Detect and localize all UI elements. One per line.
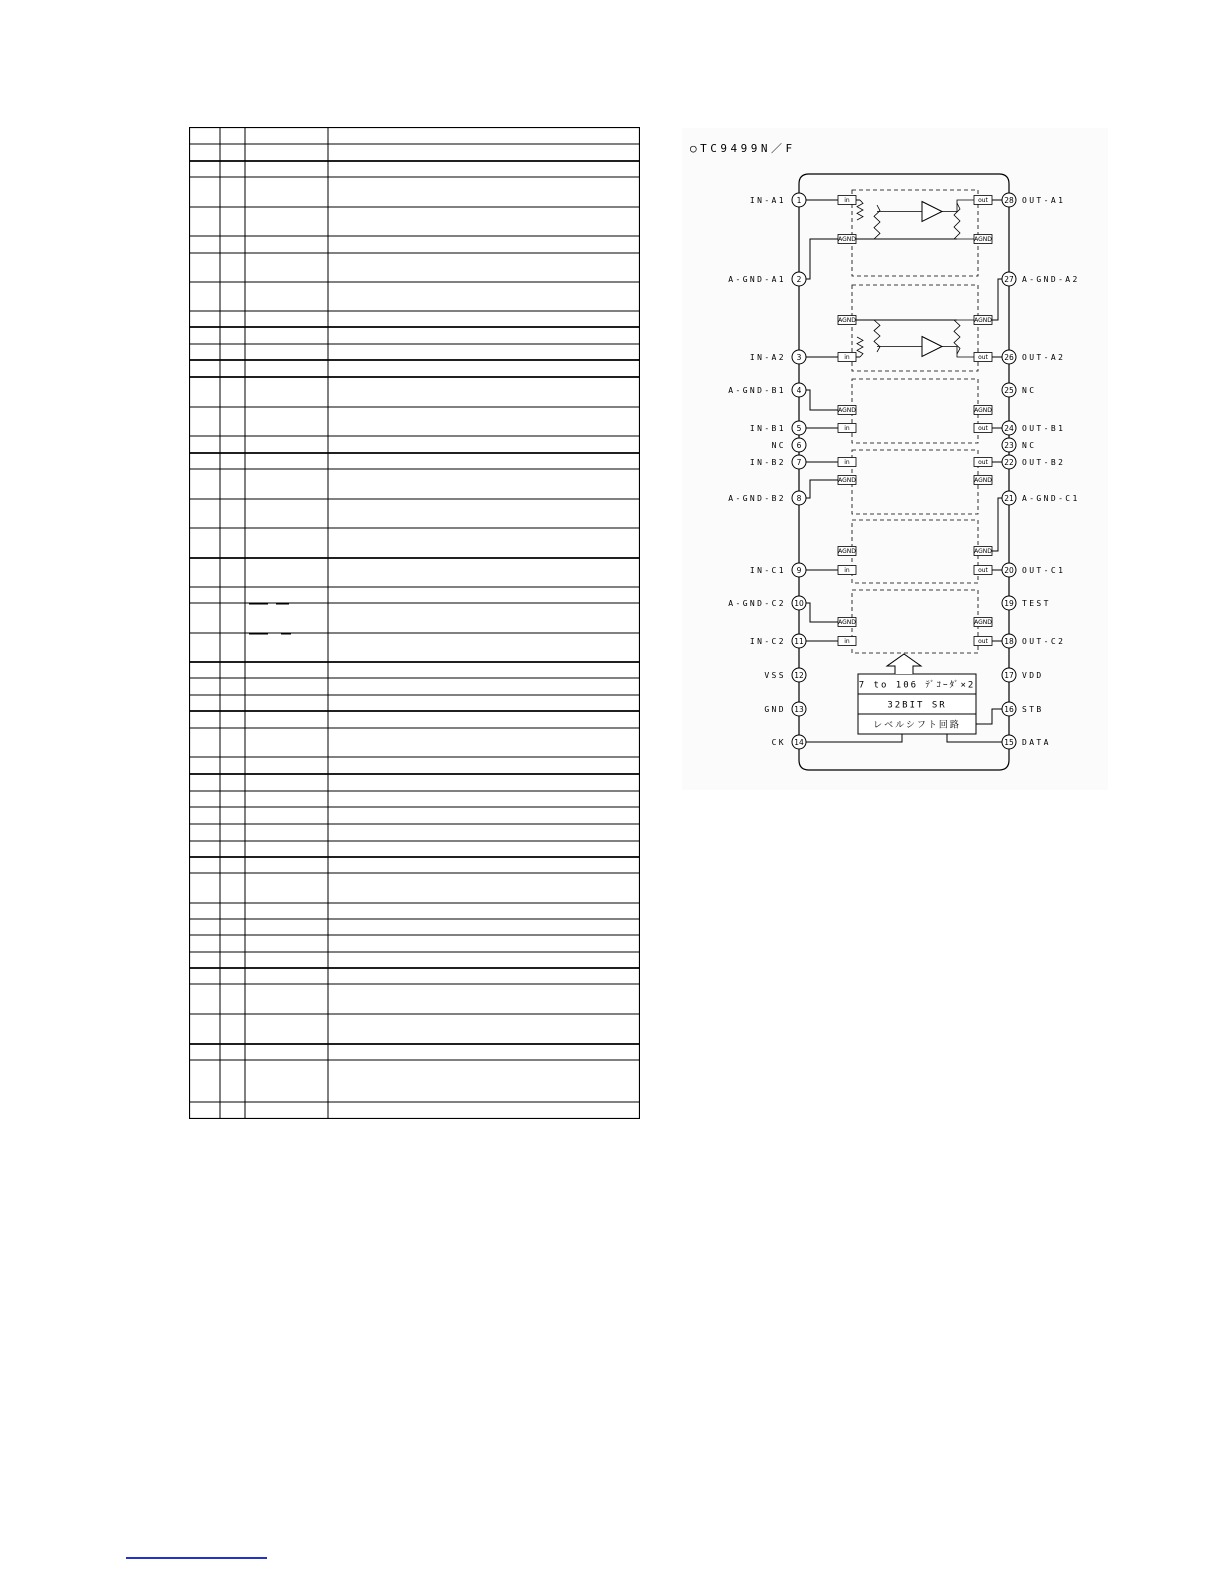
agnd-wire-c1 [992,498,1002,551]
bus-arrow-icon [887,654,921,674]
pin-number: 10 [794,598,804,608]
agnd-right-label: AGND [974,619,992,627]
agnd-wire-b2 [806,480,838,498]
pin-number: 6 [796,440,802,450]
pin-number: 15 [1004,737,1014,747]
pin-label: OUT-C1 [1022,566,1066,575]
channel-block [852,379,978,443]
agnd-right-label: AGND [974,477,992,485]
pin-label: A-GND-A1 [728,275,786,284]
pin-number: 19 [1004,598,1014,608]
channel-block [852,285,978,371]
pin-label: A-GND-C2 [728,599,786,608]
pin-number: 16 [1004,704,1014,714]
pin-label: GND [764,705,786,714]
in-label: in [844,354,850,362]
agnd-left-label: AGND [838,407,856,415]
pin-label: VSS [764,671,786,680]
agnd-left-label: AGND [838,236,856,244]
stb-wire [976,709,1002,724]
pin-number: 9 [796,565,802,575]
pin-number: 2 [796,274,802,284]
out-label: out [978,567,988,575]
pin-label: NC [1022,386,1037,395]
agnd-right-label: AGND [974,317,992,325]
ic-block-diagram [682,128,1108,790]
out-label: out [978,459,988,467]
pin-label: IN-A2 [749,353,786,362]
table-border [190,128,640,1119]
pin-label: OUT-A1 [1022,196,1066,205]
pin-number: 20 [1004,565,1014,575]
channel-block [852,590,978,653]
channel-block [852,520,978,583]
pin-label: OUT-B2 [1022,458,1066,467]
pin-number: 11 [794,636,804,646]
pin-number: 21 [1004,493,1014,503]
pin-label: DATA [1022,738,1051,747]
pin-label: IN-C1 [749,566,786,575]
agnd-left-label: AGND [838,317,856,325]
agnd-left-label: AGND [838,548,856,556]
out-label: out [978,354,988,362]
pin-number: 8 [796,493,802,503]
pin-number: 3 [796,352,802,362]
pin-label: A-GND-A2 [1022,275,1080,284]
resistor-icon [874,205,880,239]
pin-number: 1 [796,195,802,205]
pin-label: STB [1022,705,1044,714]
in-label: in [844,459,850,467]
pin-number: 23 [1004,440,1014,450]
channel-block [852,450,978,514]
footer-link-underline[interactable] [126,1557,267,1559]
pin-label: OUT-C2 [1022,637,1066,646]
pin-label: CK [771,738,786,747]
pin-number: 4 [796,385,802,395]
pin-label: NC [771,441,786,450]
pin-number: 5 [796,423,802,433]
in-label: in [844,567,850,575]
channel-block [852,190,978,276]
in-label: in [844,197,850,205]
in-label: in [844,425,850,433]
pin-number: 27 [1004,274,1014,284]
pin-number: 24 [1004,423,1014,433]
logic-block-label: 32BIT SR [887,700,947,711]
op-amp-icon [922,337,942,357]
agnd-right-label: AGND [974,407,992,415]
out-label: out [978,425,988,433]
pin-label: VDD [1022,671,1044,680]
pin-label: A-GND-B2 [728,494,786,503]
ck-wire [806,734,902,742]
logic-block-label: 7 to 106 ﾃﾞｺｰﾀﾞ×2 [858,680,976,691]
pin-label: IN-C2 [749,637,786,646]
pin-label: IN-B1 [749,424,786,433]
pin-number: 17 [1004,670,1014,680]
out-label: out [978,197,988,205]
resistor-icon [857,200,863,220]
pin-description-table [189,127,640,1119]
pin-label: OUT-A2 [1022,353,1066,362]
pin-number: 12 [794,670,804,680]
pin-number: 13 [794,704,804,714]
pin-number: 28 [1004,195,1014,205]
agnd-left-label: AGND [838,477,856,485]
pin-number: 25 [1004,385,1014,395]
agnd-left-label: AGND [838,619,856,627]
agnd-wire-a1 [806,239,838,279]
agnd-wire-a2 [992,279,1002,320]
pin-number: 7 [796,457,802,467]
pin-label: IN-A1 [749,196,786,205]
pin-number: 18 [1004,636,1014,646]
agnd-wire-c2 [806,603,838,622]
data-wire [947,734,1002,742]
pin-label: NC [1022,441,1037,450]
pin-number: 22 [1004,457,1014,467]
agnd-wire-b1 [806,390,838,410]
pin-number: 26 [1004,352,1014,362]
pin-label: IN-B2 [749,458,786,467]
in-label: in [844,638,850,646]
resistor-icon [874,320,880,352]
logic-block-label: レベルシフト回路 [873,720,961,731]
table-grid [189,127,640,1119]
pin-label: A-GND-C1 [1022,494,1080,503]
out-label: out [978,638,988,646]
op-amp-icon [922,202,942,222]
resistor-icon [857,337,863,357]
pin-number: 14 [794,737,804,747]
agnd-right-label: AGND [974,548,992,556]
pin-label: OUT-B1 [1022,424,1066,433]
pin-label: A-GND-B1 [728,386,786,395]
agnd-right-label: AGND [974,236,992,244]
pin-label: TEST [1022,599,1051,608]
diagram-canvas [682,128,1108,790]
diagram-title: ○TC9499N／F [690,142,796,155]
